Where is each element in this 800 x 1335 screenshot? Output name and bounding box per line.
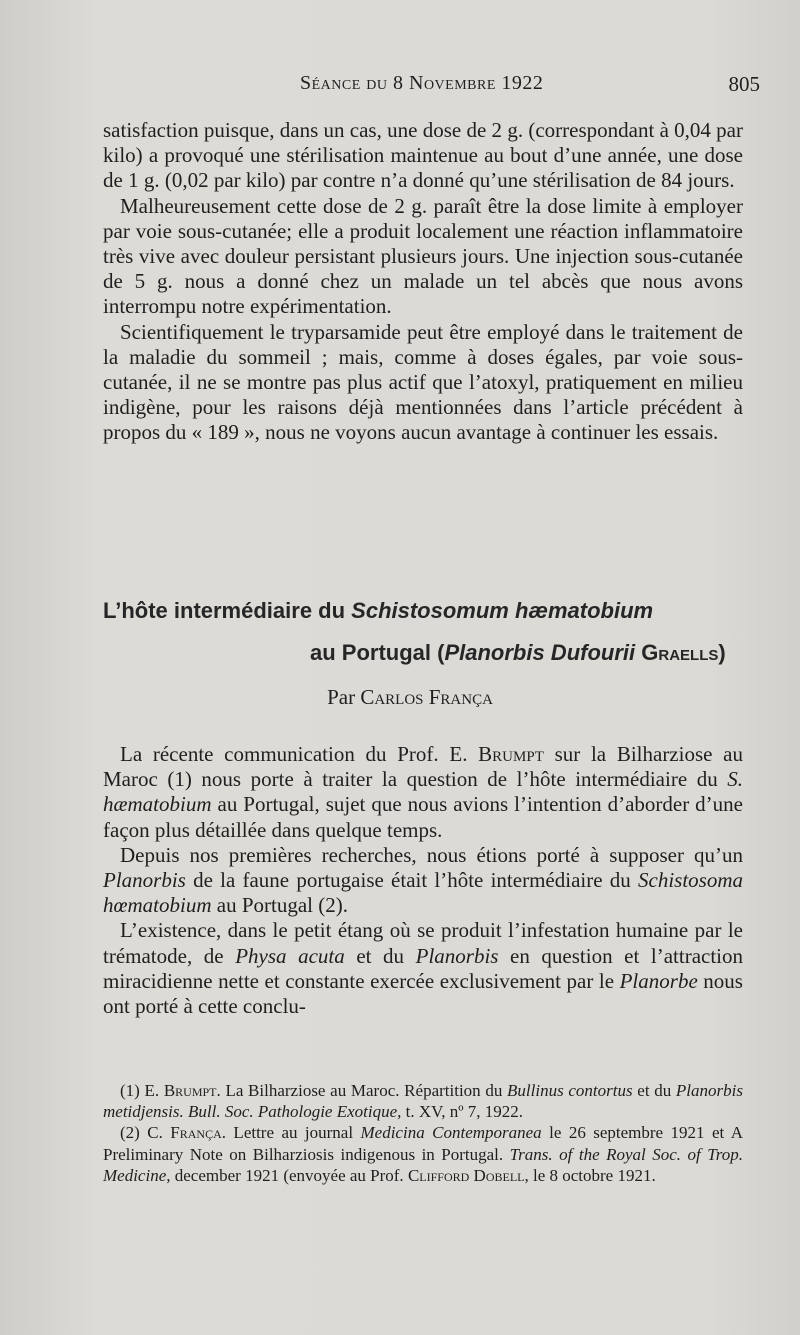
journal-title: Medicina Contemporanea — [360, 1123, 542, 1143]
text: L’existence, dans le petit étang où se produit l’infestation humaine par le trématode, de — [103, 918, 743, 968]
paragraph: Malheureusement cette dose de 2 g. paraît être la dose limite à employer par voie sous-cutanée; elle a produit localement une réaction inflammatoire très vive avec douleur persistant plusieurs jours. Une injection sous-cutanée de 5 g. nous a donné chez un malade un tel abcès que nous avons interrompu notre expérimentation. — [103, 193, 743, 319]
title-authority: Graells) — [635, 640, 726, 665]
title-species: Planorbis Dufourii — [444, 640, 636, 665]
paragraph — [103, 742, 743, 843]
article-title-line-2 — [310, 640, 726, 666]
article-title-line-1 — [103, 598, 653, 624]
author-ref: Clifford Dobell — [407, 1165, 525, 1185]
title-species: Schistosomum hæmatobium — [351, 598, 654, 623]
species-name: S. hæmatobium — [103, 767, 743, 817]
species-name: Planorbis — [103, 868, 186, 893]
paragraph — [103, 843, 743, 919]
text: au Portugal (2). — [211, 893, 348, 918]
text: Depuis nos premières recherches, nous étions porté à supposer qu’un — [120, 842, 743, 867]
page-number: 805 — [728, 72, 760, 96]
footnotes — [103, 1080, 743, 1186]
journal-title: Planorbis metidjensis. Bull. Soc. Pathologie Exotique, — [103, 1081, 743, 1122]
page-header — [300, 70, 760, 100]
running-title: Séance du 8 Novembre 1922 — [300, 72, 544, 94]
text: de la faune portugaise était l’hôte intermédiaire du — [185, 868, 638, 893]
journal-title: Trans. of the Royal Soc. of Trop. Medicine, — [103, 1144, 743, 1185]
footnote-1 — [103, 1080, 743, 1122]
article-body — [103, 742, 743, 1019]
text: , le 8 octobre 1921. — [524, 1165, 656, 1185]
paragraph: Scientifiquement le tryparsamide peut être employé dans le traitement de la maladie du sommeil ; mais, comme à doses égales, par voie sous-cutanée, il ne se montre pas plus actif que l’atoxyl, pratiquement en milieu indigène, pour les raisons déjà mentionnées dans l’article précédent à propos du « 189 », nous ne voyons aucun avantage à continuer les essais. — [103, 319, 743, 445]
text: sur la Bilharziose au Maroc (1) nous porte à traiter la question de l’hôte intermédiaire du — [103, 742, 743, 792]
author-ref: França — [170, 1123, 222, 1143]
text: t. XV, nº 7, 1922. — [401, 1102, 523, 1122]
text: La récente communication du Prof. E. — [120, 742, 479, 766]
text: et du — [632, 1081, 676, 1100]
text: december 1921 (envoyée au Prof. — [170, 1165, 408, 1185]
text: . Lettre au journal — [221, 1123, 361, 1143]
author-prefix: Par — [327, 685, 361, 709]
title-text: L’hôte intermédiaire du — [103, 598, 352, 623]
text: (2) C. — [120, 1123, 171, 1143]
article-author — [0, 685, 800, 710]
text: le 26 septembre 1921 et A Preliminary Note on Bilharziosis indigenous in Portugal. — [103, 1123, 743, 1164]
species-name: Schistosoma hœmatobium — [103, 868, 743, 918]
footnote-2 — [103, 1122, 743, 1186]
author-ref: Brumpt — [478, 742, 544, 766]
title-text: au Portugal ( — [310, 640, 445, 665]
species-name: Bullinus contortus — [507, 1081, 633, 1100]
text: (1) E. — [120, 1081, 164, 1100]
text: en question et l’attraction miracidienne nette et constante exercée exclusivement par le — [103, 943, 744, 993]
species-name: Planorbe — [619, 968, 698, 993]
species-name: Planorbis — [415, 943, 499, 968]
text: au Portugal, sujet que nous avions l’intention d’aborder d’une façon plus détaillée dans quelque temps. — [103, 792, 743, 842]
paragraph: satisfaction puisque, dans un cas, une dose de 2 g. (correspondant à 0,04 par kilo) a provoqué une stérilisation maintenue au bout d’une année, une dose de 1 g. (0,02 par kilo) par contre n’a donné qu’une stérilisation de 84 jours. — [103, 118, 743, 193]
species-name: Physa acuta — [235, 943, 345, 968]
text: . La Bilharziose au Maroc. Répartition du — [216, 1081, 508, 1100]
text: nous ont porté à cette conclu- — [103, 968, 743, 1019]
text: et du — [344, 943, 416, 968]
author-name: Carlos França — [360, 685, 493, 709]
previous-article-conclusion — [103, 118, 743, 446]
paragraph — [103, 918, 743, 1019]
author-ref: Brumpt — [163, 1081, 217, 1100]
